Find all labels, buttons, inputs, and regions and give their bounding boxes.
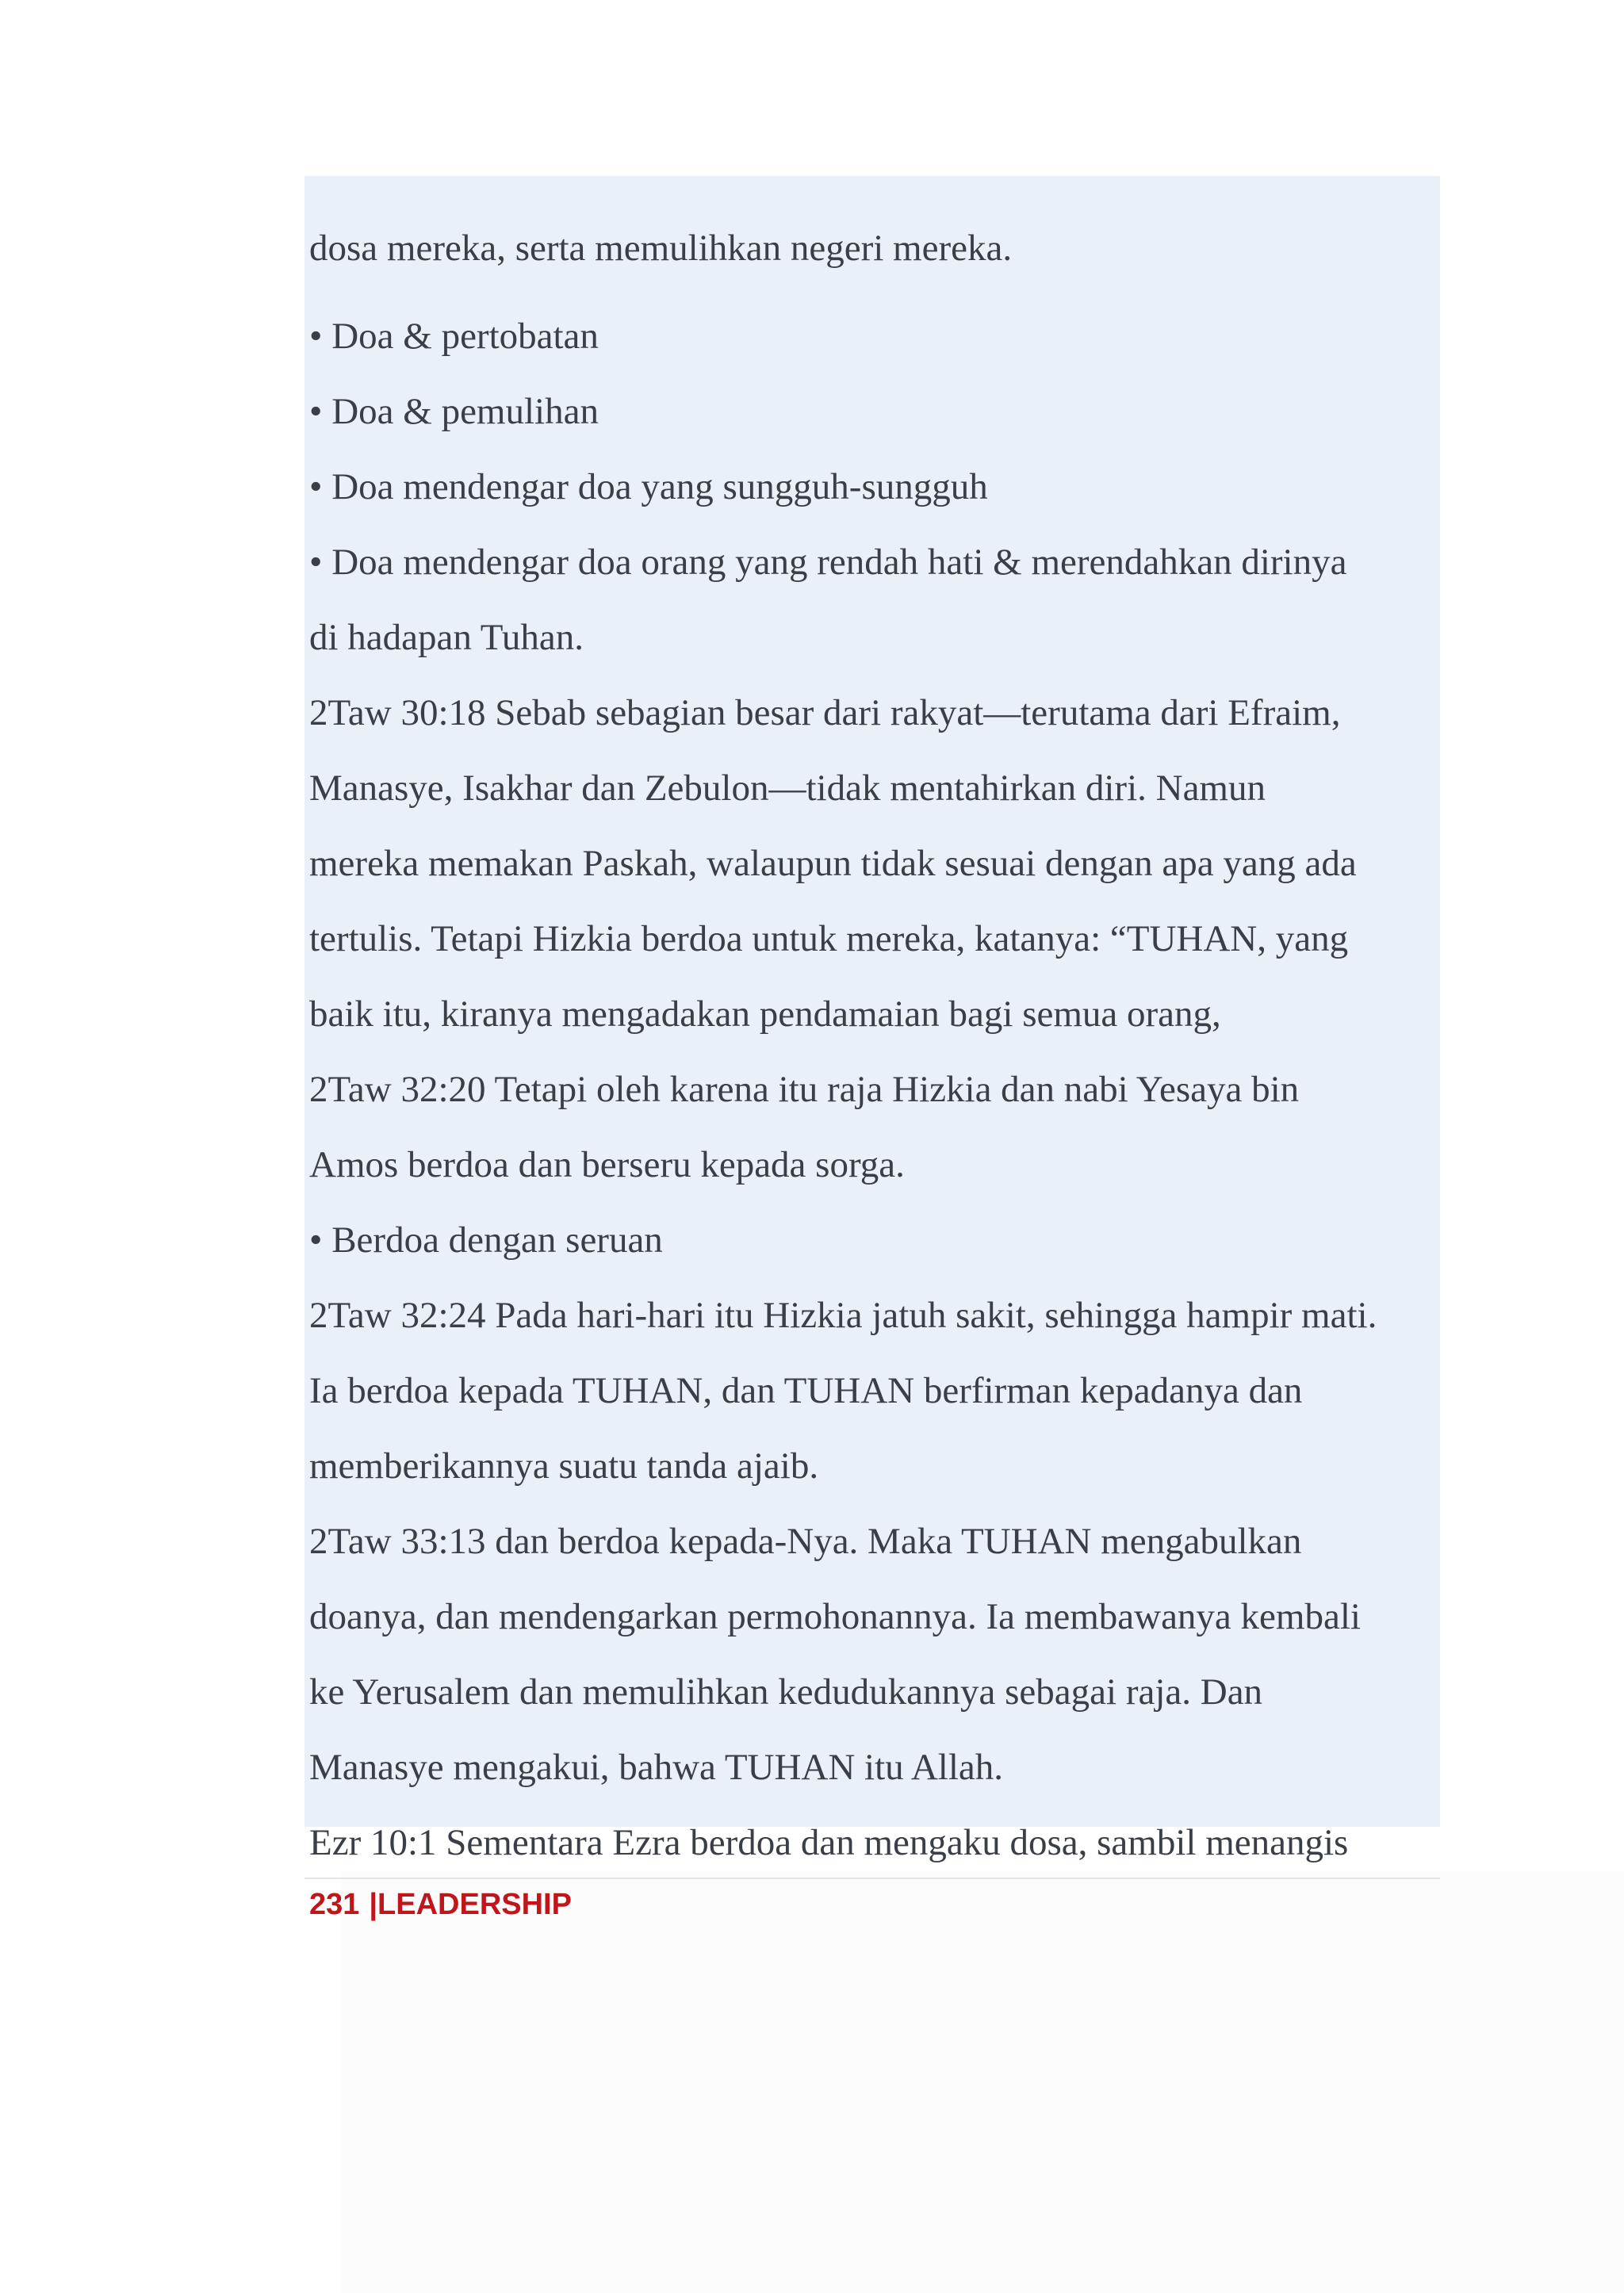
verse-line: doanya, dan mendengarkan permohonannya. Ia membawanya kembali [309,1596,1361,1637]
verse-line: tertulis. Tetapi Hizkia berdoa untuk mereka, katanya: “TUHAN, yang [309,918,1349,959]
verse-line: ke Yerusalem dan memulihkan kedudukannya sebagai raja. Dan [309,1671,1263,1713]
page-shade [341,1871,1624,2293]
scripture-text-block [304,176,1440,1863]
page-number: 231 [309,1888,360,1921]
verse-line: memberikannya suatu tanda ajaib. [309,1445,819,1487]
verse-line: mereka memakan Paskah, walaupun tidak sesuai dengan apa yang ada [309,843,1357,884]
verse-line: baik itu, kiranya mengadakan pendamaian bagi semua orang, [309,993,1221,1035]
verse-line: Ezr 10:1 Sementara Ezra berdoa dan mengaku dosa, sambil menangis [309,1822,1349,1863]
verse-line: Manasye mengakui, bahwa TUHAN itu Allah. [309,1747,1003,1788]
verse-line: Ia berdoa kepada TUHAN, dan TUHAN berfirman kepadanya dan [309,1370,1303,1411]
bullet-item: • Doa & pertobatan [309,316,599,357]
footer-divider [304,1878,1440,1879]
bullet-item: • Doa mendengar doa orang yang rendah hati & merendahkan dirinya [309,542,1347,583]
bullet-item: • Doa mendengar doa yang sungguh-sungguh [309,466,988,507]
verse-line: 2Taw 30:18 Sebab sebagian besar dari rakyat—terutama dari Efraim, [309,692,1341,733]
bullet-item: • Doa & pemulihan [309,391,599,432]
bullet-item: • Berdoa dengan seruan [309,1219,663,1261]
verse-line: 2Taw 32:20 Tetapi oleh karena itu raja Hizkia dan nabi Yesaya bin [309,1069,1300,1110]
verse-line: 2Taw 32:24 Pada hari-hari itu Hizkia jatuh sakit, sehingga hampir mati. [309,1295,1377,1336]
verse-line: Manasye, Isakhar dan Zebulon—tidak mentahirkan diri. Namun [309,768,1266,809]
page-footer [309,1882,572,1927]
verse-line: 2Taw 33:13 dan berdoa kepada-Nya. Maka TUHAN mengabulkan [309,1521,1302,1562]
text-line: dosa mereka, serta memulihkan negeri mereka. [309,228,1013,269]
verse-line: Amos berdoa dan berseru kepada sorga. [309,1144,905,1185]
text-line: di hadapan Tuhan. [309,617,584,658]
footer-title: |LEADERSHIP [369,1888,572,1921]
